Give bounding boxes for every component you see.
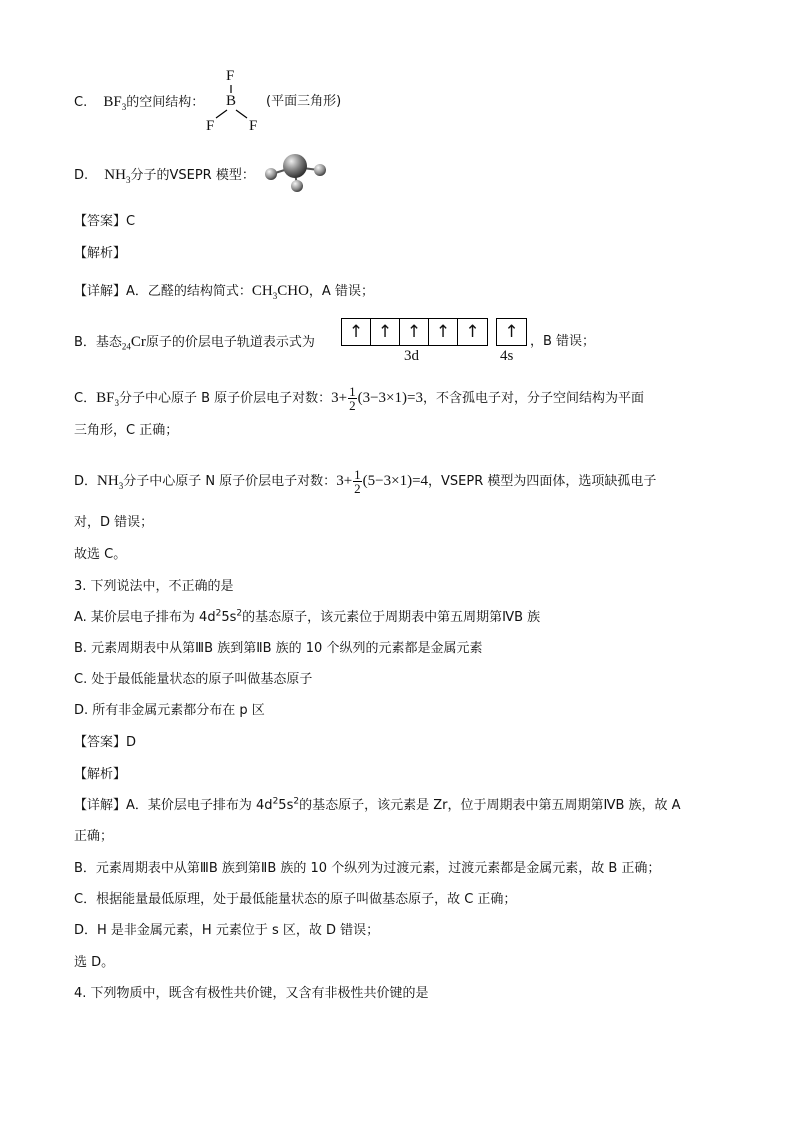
q3-conclusion: 选 D。 (74, 955, 115, 970)
option-c-text: 的空间结构： (126, 95, 205, 110)
orbital-4s-box (496, 318, 527, 346)
fraction-one-half: $\frac{1}{2}$ (349, 384, 356, 413)
q2-detail-d: D．$NH_3$分子中心原子 N 原子价层电子对数：3+ $\frac{1}{2}$ (5−3×1)=4，VSEPR 模型为四面体，选项缺孤电子 (74, 467, 657, 496)
q3-option-a: A. 某价层电子排布为 $4d^25s^2$的基态原子，该元素位于周期表中第五周期第ⅣB 族 (74, 608, 541, 625)
spin-up-arrow-icon: ↑ (465, 321, 480, 342)
q2-detail-c-line2: 三角形，C 正确； (74, 423, 179, 438)
ch3cho-formula: $CH_3CHO$ (251, 283, 309, 301)
orbital-label-3d: 3d (404, 348, 419, 364)
q2-analysis-heading: 【解析】 (74, 246, 127, 261)
q2-detail-b-tail: ，B 错误； (530, 334, 596, 349)
fraction-one-half: $\frac{1}{2}$ (354, 467, 361, 496)
orbital-3d-box (458, 319, 487, 345)
bf3-formula: $BF_3$ (96, 390, 119, 408)
q3-answer: 【答案】D (74, 735, 137, 750)
q3-detail-a: 【详解】A．某价层电子排布为 $4d^25s^2$的基态原子，该元素是 Zr，位于周期表中第五周期第ⅣB 族，故 A (74, 796, 681, 813)
bf3-formula: $BF_3$ (103, 94, 127, 112)
q3-detail-a-line2: 正确； (74, 829, 114, 844)
q3-stem: 3. 下列说法中，不正确的是 (74, 579, 234, 594)
spin-up-arrow-icon: ↑ (504, 321, 519, 342)
spin-up-arrow-icon: ↑ (406, 321, 422, 342)
q3-detail-c: C．根据能量最低原理，处于最低能量状态的原子叫做基态原子，故 C 正确； (74, 892, 517, 907)
bf3-atom-right: F (249, 118, 258, 134)
q2-detail-b: B．基态$_{24}$Cr原子的价层电子轨道表示式为 (74, 334, 315, 352)
orbital-3d-box (429, 319, 458, 345)
q4-stem: 4. 下列物质中，既含有极性共价键，又含有非极性共价键的是 (74, 986, 429, 1001)
q3-option-c: C. 处于最低能量状态的原子叫做基态原子 (74, 672, 313, 687)
q3-detail-d: D．H 是非金属元素，H 元素位于 s 区，故 D 错误； (74, 923, 380, 938)
nh3-formula: $NH_3$ (104, 167, 131, 185)
q2-detail-d-line2: 对，D 错误； (74, 515, 154, 530)
spin-up-arrow-icon: ↑ (435, 321, 451, 342)
orbital-3d-box (400, 319, 429, 345)
q3-option-b: B. 元素周期表中从第ⅢB 族到第ⅡB 族的 10 个纵列的元素都是金属元素 (74, 641, 483, 656)
spin-up-arrow-icon: ↑ (348, 321, 364, 342)
nh3-ball-model-image (262, 153, 332, 195)
spin-up-arrow-icon: ↑ (377, 321, 393, 342)
q3-analysis-heading: 【解析】 (74, 767, 127, 782)
q3-option-d: D. 所有非金属元素都分布在 p 区 (74, 703, 265, 718)
q2-conclusion: 故选 C。 (74, 547, 127, 562)
q3-detail-b: B．元素周期表中从第ⅢB 族到第ⅡB 族的 10 个纵列为过渡元素，过渡元素都是金属元素，故 B 正确； (74, 861, 661, 876)
orbital-3d-box (342, 319, 371, 345)
q2-detail-c: C．$BF_3$分子中心原子 B 原子价层电子对数：3+ $\frac{1}{2}$ (3−3×1)=3，不含孤电子对，分子空间结构为平面 (74, 384, 644, 413)
option-d-prefix: D. (74, 168, 89, 183)
bf3-atom-top: F (226, 68, 235, 84)
option-c-prefix: C. (74, 95, 88, 110)
bf3-atom-center: B (226, 93, 237, 109)
q2-detail-a: 【详解】A．乙醛的结构简式：$CH_3CHO$，A 错误； (74, 283, 374, 301)
option-d-text: 分子的VSEPR 模型： (130, 168, 255, 183)
bf3-structure-diagram (200, 68, 266, 138)
option-c-note: (平面三角形) (266, 94, 342, 109)
nh3-formula: $NH_3$ (97, 473, 124, 491)
orbital-3d-box (371, 319, 400, 345)
q2-answer: 【答案】C (74, 214, 136, 229)
option-d-line (74, 166, 255, 185)
option-c-line (74, 93, 204, 112)
orbital-3d-boxes (341, 318, 488, 346)
bf3-atom-left: F (206, 118, 215, 134)
orbital-4s-cell (497, 319, 526, 345)
orbital-label-4s: 4s (500, 348, 514, 364)
